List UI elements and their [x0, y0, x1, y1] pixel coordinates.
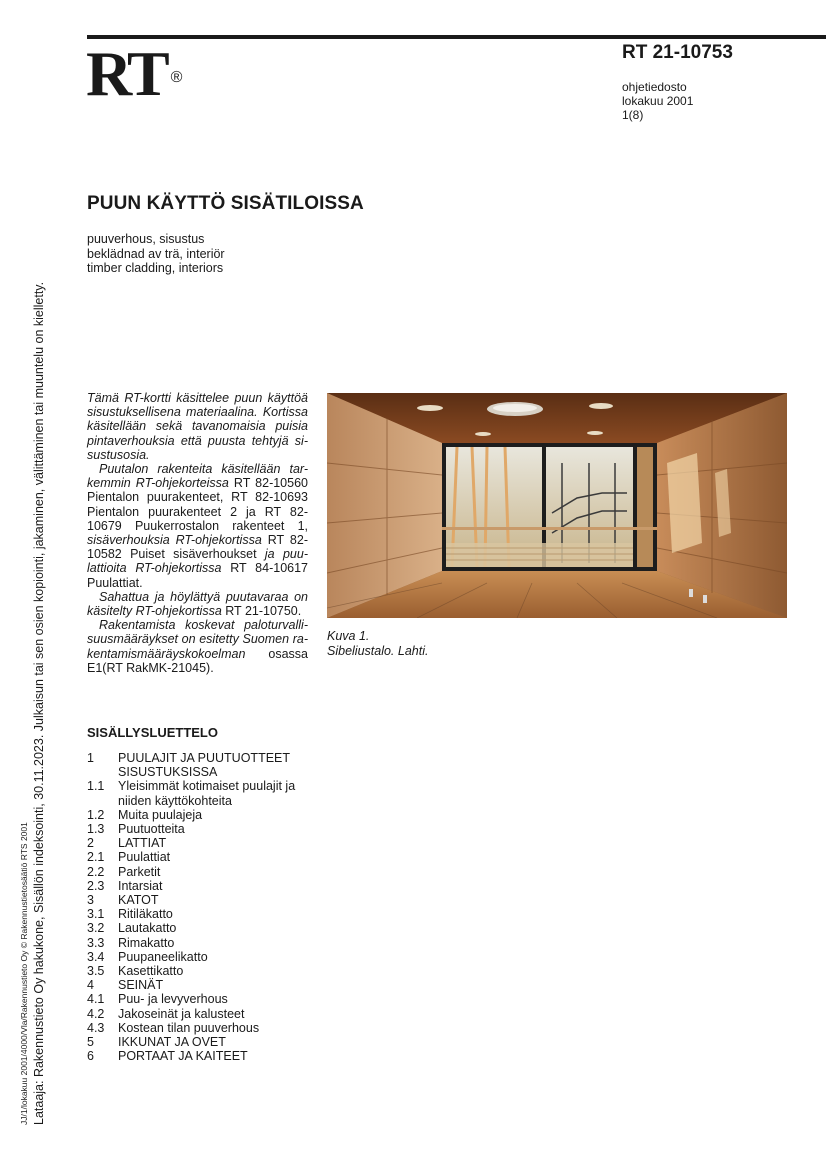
toc-label: Lautakatto	[118, 921, 177, 936]
intro-paragraph	[87, 462, 308, 590]
caption-text: Sibeliustalo. Lahti.	[327, 643, 429, 658]
toc-label: PORTAAT JA KAITEET	[118, 1049, 248, 1064]
doc-date: lokakuu 2001	[622, 94, 694, 108]
keywords	[87, 232, 225, 276]
toc-number: 1.1	[87, 779, 105, 794]
reference-list: RT 82-10560 Pientalon puurakenteet, RT 82-10693 Pientalon puurakenteet 2 ja RT 82-10679 Puukerrostalon rakenteet 1,	[87, 476, 308, 533]
intro-sentence: Tämä RT-kortti käsittelee puun käyttöä sisustuksellisena materiaalina. Kortissa käsitellään sekä tavanomaisia puisia pintaverhouksia että puusta tehtyjä si-sustusosia.	[87, 391, 308, 462]
toc-item[interactable]	[87, 1035, 327, 1049]
intro-text	[87, 391, 308, 675]
toc-number: 4.2	[87, 1006, 105, 1021]
reference: osassa E1(RT RakMK-21045).	[87, 646, 308, 675]
intro-phrase: ja puu-lattioita RT-ohjekortissa	[87, 547, 308, 576]
toc-item[interactable]	[87, 808, 327, 822]
toc-item[interactable]	[87, 836, 327, 850]
toc-title: SISÄLLYSLUETTELO	[87, 725, 218, 740]
registered-mark: ®	[170, 69, 183, 86]
toc-label: SEINÄT	[118, 978, 164, 993]
toc-label: LATTIAT	[118, 836, 167, 851]
toc-number: 3.2	[87, 921, 105, 936]
toc-item[interactable]	[87, 907, 327, 921]
toc-label: Rimakatto	[118, 935, 175, 950]
intro-phrase: Rakentamista koskevat paloturvalli-suusmääräykset on esitetty Suomen ra-kentamismääräyskokoelman	[87, 618, 308, 661]
room-illustration	[327, 393, 787, 618]
side-notice	[18, 282, 46, 1125]
page-indicator: 1(8)	[622, 108, 644, 122]
intro-paragraph	[87, 618, 308, 675]
toc-item[interactable]	[87, 978, 327, 992]
intro-phrase: Sahattua ja höylättyä puutavaraa on käsitelty RT-ohjekortissa	[87, 589, 308, 619]
toc-number: 3.5	[87, 964, 105, 979]
toc-label: Puu- ja levyverhous	[118, 992, 228, 1007]
toc-number: 3	[87, 893, 94, 908]
toc-label: PUULAJIT JA PUUTUOTTEET SISUSTUKSISSA	[118, 751, 290, 780]
table-of-contents	[87, 751, 327, 1063]
toc-label: Jakoseinät ja kalusteet	[118, 1006, 245, 1021]
toc-label: Parketit	[118, 864, 161, 879]
toc-number: 4.1	[87, 992, 105, 1007]
reference: RT 21-10750.	[221, 604, 302, 619]
toc-item[interactable]	[87, 1007, 327, 1021]
toc-number: 3.4	[87, 949, 105, 964]
toc-label: KATOT	[118, 893, 159, 908]
intro-paragraph	[87, 590, 308, 618]
header-rule	[87, 35, 826, 39]
toc-item[interactable]	[87, 950, 327, 964]
document-number: RT 21-10753	[622, 42, 733, 63]
toc-item[interactable]	[87, 850, 327, 864]
toc-number: 4.3	[87, 1020, 105, 1035]
reference: RT 82-10582 Puiset sisäverhoukset	[87, 533, 308, 562]
toc-label: Puutuotteita	[118, 822, 185, 837]
print-info: JJ/1/lokakuu 2001/4000/Vla/Rakennustieto Oy © Rakennustietosäätiö RTS 2001	[19, 822, 29, 1125]
toc-item[interactable]	[87, 936, 327, 950]
toc-item[interactable]	[87, 751, 327, 779]
toc-item[interactable]	[87, 1049, 327, 1063]
toc-label: Puupaneelikatto	[118, 949, 208, 964]
intro-paragraph	[87, 391, 308, 462]
page-title: PUUN KÄYTTÖ SISÄTILOISSA	[87, 193, 364, 214]
reference: RT 84-10617 Puulattiat.	[87, 561, 309, 590]
toc-label: Kostean tilan puuverhous	[118, 1020, 260, 1035]
keyword-line: beklädnad av trä, interiör	[87, 246, 225, 261]
toc-item[interactable]	[87, 992, 327, 1006]
toc-label: Kasettikatto	[118, 964, 184, 979]
toc-label: Muita puulajeja	[118, 807, 203, 822]
keyword-line: timber cladding, interiors	[87, 261, 224, 275]
doc-type: ohjetiedosto	[622, 80, 687, 94]
toc-item[interactable]	[87, 865, 327, 879]
toc-number: 4	[87, 978, 94, 993]
toc-item[interactable]	[87, 779, 327, 807]
toc-item[interactable]	[87, 893, 327, 907]
caption-label: Kuva 1.	[327, 629, 370, 643]
toc-number: 2.2	[87, 864, 105, 879]
toc-item[interactable]	[87, 964, 327, 978]
toc-label: Puulattiat	[118, 850, 171, 865]
toc-item[interactable]	[87, 1021, 327, 1035]
logo-text: RT	[86, 38, 167, 109]
toc-number: 1.2	[87, 807, 105, 822]
toc-number: 3.3	[87, 935, 105, 950]
download-notice: Lataaja: Rakennustieto Oy hakukone, Sisällön indeksointi, 30.11.2023. Julkaisun tai sen osien kopiointi, jakaminen, välittäminen tai muuntelu on kielletty.	[32, 281, 46, 1125]
toc-label: Intarsiat	[118, 878, 163, 893]
toc-label: Ritiläkatto	[118, 907, 173, 922]
interior-photo	[327, 393, 787, 618]
toc-label: IKKUNAT JA OVET	[118, 1035, 226, 1050]
document-meta	[622, 80, 693, 122]
toc-number: 1.3	[87, 822, 105, 837]
toc-number: 2.1	[87, 850, 105, 865]
toc-number: 2.3	[87, 878, 105, 893]
toc-item[interactable]	[87, 822, 327, 836]
toc-number: 6	[87, 1049, 94, 1064]
toc-number: 1	[87, 751, 94, 765]
toc-item[interactable]	[87, 921, 327, 935]
toc-number: 3.1	[87, 907, 105, 922]
photo-caption	[327, 629, 428, 658]
keyword-line: puuverhous, sisustus	[87, 232, 205, 246]
toc-number: 2	[87, 836, 94, 851]
intro-phrase: Puutalon rakenteita käsitellään tar-kemmin RT-ohjekorteissa	[87, 462, 308, 491]
rt-logo	[86, 38, 183, 109]
toc-number: 5	[87, 1035, 94, 1050]
toc-item[interactable]	[87, 879, 327, 893]
intro-phrase: sisäverhouksia RT-ohjekortissa	[87, 533, 262, 548]
toc-label: Yleisimmät kotimaiset puulajit ja niiden käyttökohteita	[118, 779, 296, 808]
